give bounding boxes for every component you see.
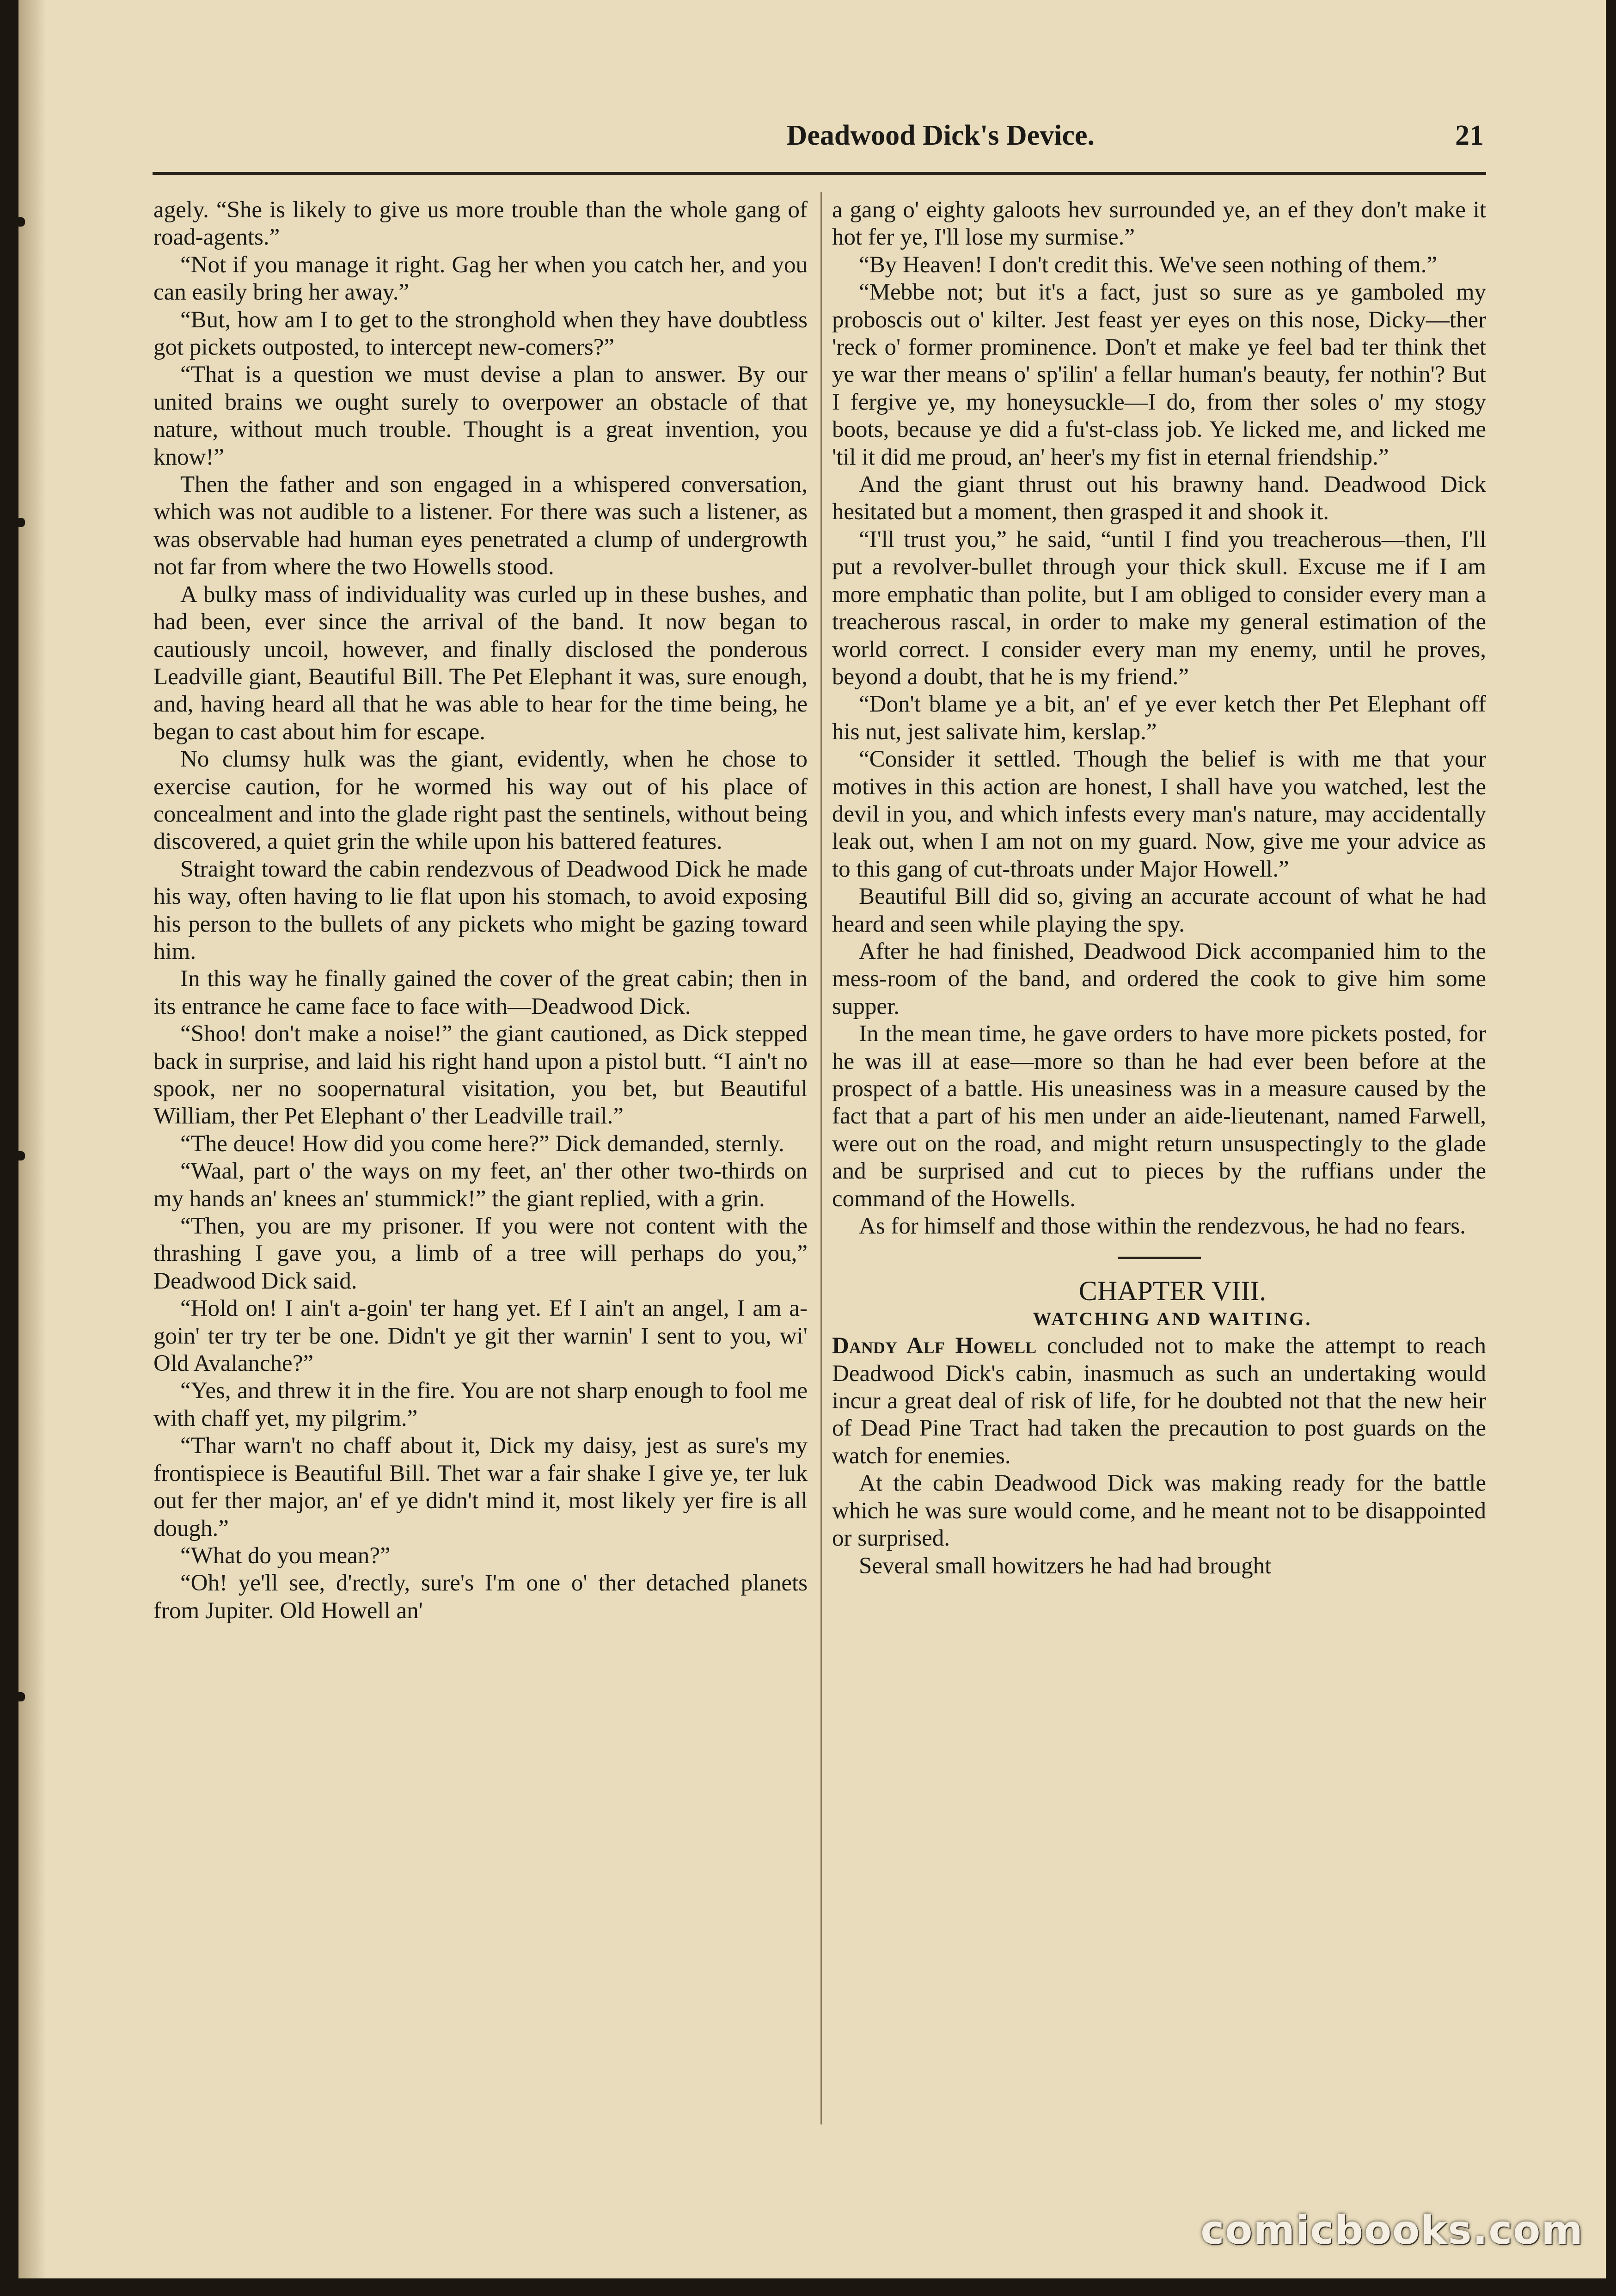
header-rule bbox=[153, 172, 1486, 175]
paragraph: A bulky mass of individuality was curled up in these bushes, and had been, ever since the arrival of the band. It now began to cautiously uncoil, however, and finally disclosed the ponderous Leadville giant, Beautiful Bill. The Pet Elephant it was, sure enough, and, having heard all that he was able to hear for the time being, he began to cast about him for escape. bbox=[153, 581, 808, 745]
binding-staple-mark bbox=[4, 518, 25, 527]
paragraph: “Not if you manage it right. Gag her when you catch her, and you can easily bring her away.” bbox=[153, 252, 808, 306]
scan-border-left bbox=[0, 0, 18, 2296]
paragraph: “But, how am I to get to the stronghold when they have doubtless got pickets outposted, to intercept new-comers?” bbox=[153, 307, 808, 361]
paragraph: In this way he finally gained the cover of the great cabin; then in its entrance he came face to face with—Deadwood Dick. bbox=[153, 966, 808, 1019]
paragraph: “Waal, part o' the ways on my feet, an' ther other two-thirds on my hands an' knees an' stummick!” the giant replied, with a grin. bbox=[153, 1158, 808, 1212]
paragraph: “The deuce! How did you come here?” Dick demanded, sternly. bbox=[180, 1130, 784, 1157]
paragraph: “Thar warn't no chaff about it, Dick my daisy, jest as sure's my frontispiece is Beautiful Bill. Thet war a fair shake I give ye, ter luk out fer ther major, an' ef ye didn't mind it, most likely yer fire is all dough.” bbox=[153, 1433, 808, 1541]
right-text-column bbox=[832, 196, 1486, 1580]
paragraph: “Then, you are my prisoner. If you were not content with the thrashing I gave you, a limb of a tree will perhaps do you,” Deadwood Dick said. bbox=[153, 1213, 808, 1294]
paragraph: After he had finished, Deadwood Dick accompanied him to the mess-room of the band, and ordered the cook to give him some supper. bbox=[832, 938, 1486, 1019]
paragraph: Straight toward the cabin rendezvous of Deadwood Dick he made his way, often having to lie flat upon his stomach, to avoid exposing his person to the bullets of any pickets who might be gazing toward him. bbox=[153, 856, 808, 964]
paragraph: Beautiful Bill did so, giving an accurate account of what he had heard and seen while playing the spy. bbox=[832, 884, 1486, 937]
paragraph: “Consider it settled. Though the belief is with me that your motives in this action are honest, I shall have you watched, lest the devil in you, and which infests every man's nature, may accidentally leak out, when I am not on my guard. Now, give me your advice as to this gang of cut-throats under Major Howell.” bbox=[832, 746, 1486, 882]
column-divider bbox=[820, 192, 822, 2124]
paragraph: agely. “She is likely to give us more trouble than the whole gang of road-agents.” bbox=[153, 197, 808, 251]
scan-border-bottom bbox=[0, 2278, 1616, 2296]
paragraph: “Shoo! don't make a noise!” the giant cautioned, as Dick stepped back in surprise, and laid his right hand upon a pistol butt. “I ain't no spook, ner no soopernatural visitation, you bet, but Beautiful William, ther Pet Elephant o' ther Leadville trail.” bbox=[153, 1021, 808, 1130]
paragraph: a gang o' eighty galoots hev surrounded ye, an ef they don't make it hot fer ye, I'll lose my surmise.” bbox=[832, 197, 1486, 251]
paragraph: “Don't blame ye a bit, an' ef ye ever ketch ther Pet Elephant off his nut, jest salivate him, kerslap.” bbox=[832, 691, 1486, 745]
paragraph: In the mean time, he gave orders to have more pickets posted, for he was ill at ease—more so than he had ever been before at the prospect of a battle. His uneasiness was in a measure caused by the fact that a part of his men under an aide-lieutenant, named Farwell, were out on the road, and might return unsuspectingly to the glade and be surprised and cut to pieces by the ruffians under the command of the Howells. bbox=[832, 1021, 1486, 1212]
paragraph: As for himself and those within the rendezvous, he had no fears. bbox=[859, 1213, 1466, 1240]
paragraph: At the cabin Deadwood Dick was making ready for the battle which he was sure would come, and he meant not to be disappointed or surprised. bbox=[832, 1470, 1486, 1552]
right-column-paragraphs bbox=[832, 196, 1486, 1240]
binding-staple-mark bbox=[4, 1692, 25, 1701]
scan-border-right bbox=[1606, 0, 1616, 2296]
paragraph: “Mebbe not; but it's a fact, just so sure as ye gamboled my proboscis out o' kilter. Jest feast yer eyes on this nose, Dicky—ther 'reck o' former prominence. Don't et make ye feel bad ter think thet ye war ther means o' sp'ilin' a fellar human's beauty, fer nothin'? But I fergive ye, my honeysuckle—I do, from ther soles o' my stogy boots, because ye did a fu'st-class job. Ye licked me, and licked me 'til it did me proud, an' heer's my fist in eternal friendship.” bbox=[832, 279, 1486, 470]
paragraph: “That is a question we must devise a plan to answer. By our united brains we ought surely to overpower an obstacle of that nature, without much trouble. Thought is a great invention, you know!” bbox=[153, 362, 808, 470]
binding-staple-mark bbox=[4, 1151, 25, 1160]
page-number: 21 bbox=[1455, 120, 1484, 151]
chapter-divider-rule bbox=[1118, 1257, 1201, 1259]
binding-staple-mark bbox=[4, 217, 25, 227]
paragraph: No clumsy hulk was the giant, evidently, when he chose to exercise caution, for he wormed his way out of his place of concealment and into the glade right past the sentinels, without being discovered, a quiet grin the while upon his battered features. bbox=[153, 746, 808, 855]
paragraph: And the giant thrust out his brawny hand. Deadwood Dick hesitated but a moment, then grasped it and shook it. bbox=[832, 472, 1486, 525]
chapter-opening-paragraph bbox=[832, 1332, 1486, 1470]
paragraph: “Hold on! I ain't a-goin' ter hang yet. Ef I ain't an angel, I am a-goin' ter try ter be one. Didn't ye git ther warnin' I sent to you, wi' Old Avalanche?” bbox=[153, 1295, 808, 1377]
paragraph: Then the father and son engaged in a whispered conversation, which was not audible to a listener. For there was such a listener, as was observable had human eyes penetrated a clump of undergrowth not far from where the two Howells stood. bbox=[153, 472, 808, 580]
paragraph: “Yes, and threw it in the fire. You are not sharp enough to fool me with chaff yet, my pilgrim.” bbox=[153, 1378, 808, 1431]
chapter-subtitle: WATCHING AND WAITING. bbox=[1033, 1308, 1312, 1329]
chapter-lead-in: Dandy Alf Howell bbox=[832, 1333, 1037, 1359]
chapter-title: CHAPTER VIII. bbox=[1078, 1276, 1267, 1307]
paragraph: “Oh! ye'll see, d'rectly, sure's I'm one o' ther detached planets from Jupiter. Old Howell an' bbox=[153, 1570, 808, 1624]
left-text-column bbox=[153, 196, 808, 1625]
page-fold-shadow bbox=[18, 0, 46, 2278]
paragraph: “By Heaven! I don't credit this. We've seen nothing of them.” bbox=[859, 252, 1438, 278]
paragraph: “I'll trust you,” he said, “until I find you treacherous—then, I'll put a revolver-bullet through your thick skull. Excuse me if I am more emphatic than polite, but I am obliged to consider every man a treacherous rascal, in order to make my general estimation of the world correct. I consider every man my enemy, until he proves, beyond a doubt, that he is my friend.” bbox=[832, 526, 1486, 690]
running-header bbox=[157, 119, 1484, 161]
chapter-opening-text: concluded not to make the attempt to reach Deadwood Dick's cabin, inasmuch as such an undertaking would incur a great deal of risk of life, for he doubted not that the new heir of Dead Pine Tract had taken the precaution to post guards on the watch for enemies. bbox=[832, 1333, 1486, 1469]
chapter-paragraphs bbox=[832, 1470, 1486, 1580]
paragraph: “What do you mean?” bbox=[180, 1542, 391, 1569]
paragraph: Several small howitzers he had had brought bbox=[859, 1553, 1272, 1579]
running-title: Deadwood Dick's Device. bbox=[786, 120, 1095, 151]
watermark-logo: comicbooks.com bbox=[1200, 2207, 1584, 2253]
